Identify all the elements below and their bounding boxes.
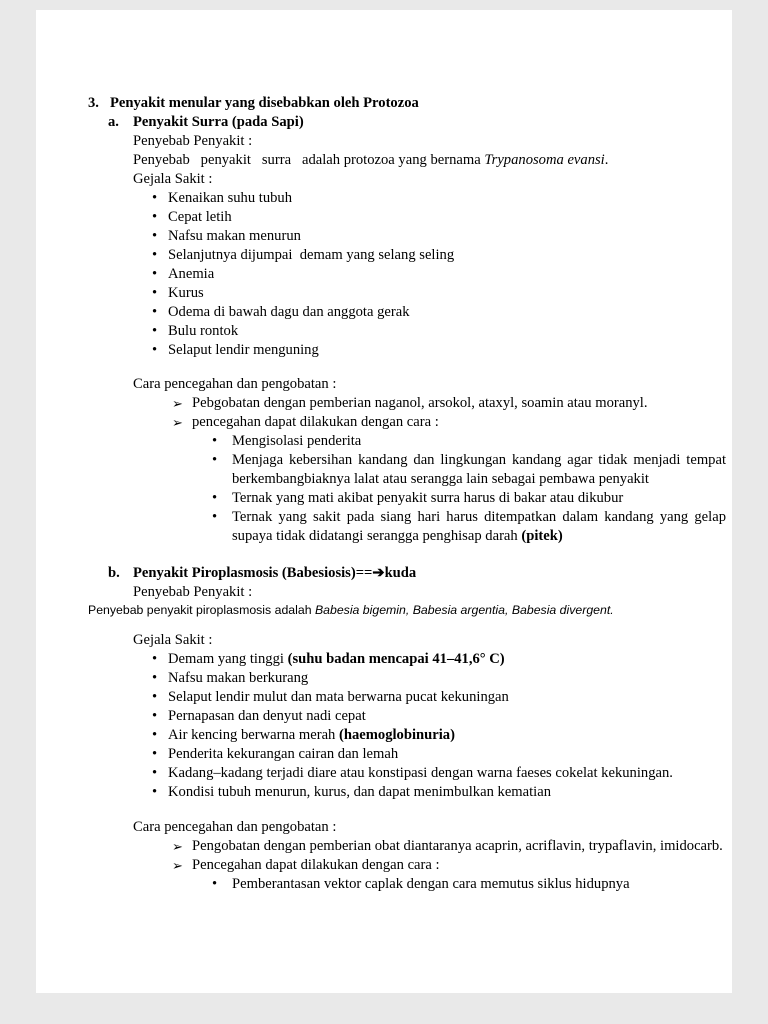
list-item-text xyxy=(168,707,726,726)
list-item-text xyxy=(168,189,726,208)
text-run: Penyakit menular yang disebabkan oleh Protozoa xyxy=(110,95,419,111)
text-run: Odema di bawah dagu dan anggota gerak xyxy=(168,304,410,320)
bullet-icon: • xyxy=(152,746,158,762)
text-run: Menjaga kebersihan kandang dan lingkungan kandang agar tidak menjadi tempat berkembangbiaknya lalat atau serangga lain sebagai pembawa penyakit xyxy=(232,452,726,487)
bullet-icon: • xyxy=(152,323,158,339)
document-content xyxy=(36,10,732,894)
subsection-heading xyxy=(108,113,726,132)
text-run: Penyebab penyakit piroplasmosis adalah xyxy=(88,603,315,617)
spacer xyxy=(88,618,726,631)
list-item-text xyxy=(232,875,726,894)
bullet-list xyxy=(88,189,726,360)
list-item-text xyxy=(168,341,726,360)
list-item-text xyxy=(168,284,726,303)
bullet-icon: • xyxy=(152,689,158,705)
list-item-text xyxy=(232,489,726,508)
list-item xyxy=(212,489,726,508)
text-run: Anemia xyxy=(168,266,215,282)
list-item xyxy=(212,875,726,894)
bullet-icon: • xyxy=(152,727,158,743)
list-item xyxy=(152,322,726,341)
bullet-icon: • xyxy=(152,285,158,301)
text-run: Penyakit Piroplasmosis (Babesiosis)==➔kuda xyxy=(133,565,417,581)
bullet-list xyxy=(88,432,726,546)
list-item xyxy=(152,688,726,707)
text-run: Kondisi tubuh menurun, kurus, dan dapat menimbulkan kematian xyxy=(168,784,552,800)
text-run: Gejala Sakit : xyxy=(133,632,213,648)
heading-text xyxy=(133,113,304,132)
list-item xyxy=(172,394,726,413)
subsection-heading xyxy=(108,564,726,583)
text-run: Pernapasan dan denyut nadi cepat xyxy=(168,708,366,724)
text-run: Penderita kekurangan cairan dan lemah xyxy=(168,746,399,762)
text-run: Kenaikan suhu tubuh xyxy=(168,190,293,206)
heading-number: b. xyxy=(108,565,120,581)
list-item xyxy=(152,783,726,802)
list-item-text xyxy=(192,413,726,432)
bullet-icon: • xyxy=(152,342,158,358)
text-run: Ternak yang sakit pada siang hari harus ditempatkan dalam kandang yang gelap supaya tidak didatangi serangga penghisap darah xyxy=(232,509,726,544)
text-run: (pitek) xyxy=(521,528,563,544)
list-item xyxy=(152,726,726,745)
list-item xyxy=(152,764,726,783)
text-run: Cara pencegahan dan pengobatan : xyxy=(133,819,337,835)
text-run: (suhu badan mencapai 41–41,6° C) xyxy=(287,651,505,667)
bullet-icon: • xyxy=(152,765,158,781)
text-run: Nafsu makan menurun xyxy=(168,228,301,244)
list-item xyxy=(152,246,726,265)
list-item-text xyxy=(168,764,726,783)
list-item-text xyxy=(192,856,726,875)
bullet-icon: • xyxy=(152,209,158,225)
spacer xyxy=(88,802,726,818)
paragraph xyxy=(133,818,726,837)
paragraph xyxy=(133,170,726,189)
bullet-icon: • xyxy=(152,190,158,206)
list-item xyxy=(152,265,726,284)
bullet-icon: • xyxy=(212,509,218,525)
bullet-icon: • xyxy=(212,433,218,449)
text-run: Penyakit Surra (pada Sapi) xyxy=(133,114,304,130)
arrow-list xyxy=(88,837,726,875)
bullet-icon: • xyxy=(152,651,158,667)
list-item xyxy=(152,208,726,227)
paragraph xyxy=(133,631,726,650)
bullet-icon: • xyxy=(152,247,158,263)
paragraph xyxy=(133,583,726,602)
heading-text xyxy=(133,564,416,583)
list-item xyxy=(152,707,726,726)
list-item xyxy=(212,508,726,546)
text-run: Demam yang tinggi xyxy=(168,651,288,667)
text-run: Penyebab Penyakit : xyxy=(133,584,253,600)
document-page xyxy=(36,10,732,993)
list-item-text xyxy=(168,322,726,341)
text-run: Kadang–kadang terjadi diare atau konstipasi dengan warna faeses cokelat kekuningan. xyxy=(168,765,673,781)
paragraph xyxy=(88,602,726,618)
list-item-text xyxy=(168,303,726,322)
list-item-text xyxy=(168,783,726,802)
list-item xyxy=(172,413,726,432)
bullet-icon: • xyxy=(152,784,158,800)
text-run: Pengobatan dengan pemberian obat diantaranya acaprin, acriflavin, trypaflavin, imidocarb. xyxy=(192,838,723,854)
list-item-text xyxy=(168,726,726,745)
spacer xyxy=(88,360,726,375)
list-item xyxy=(172,856,726,875)
text-run: Selaput lendir menguning xyxy=(168,342,319,358)
list-item-text xyxy=(192,837,726,856)
heading-text xyxy=(110,94,419,113)
text-run: Pebgobatan dengan pemberian naganol, arsokol, ataxyl, soamin atau moranyl. xyxy=(192,395,648,411)
arrow-bullet-icon: ➢ xyxy=(172,396,183,411)
list-item xyxy=(212,432,726,451)
text-run: Gejala Sakit : xyxy=(133,171,213,187)
list-item-text xyxy=(168,265,726,284)
list-item xyxy=(152,227,726,246)
list-item xyxy=(152,669,726,688)
text-run: . xyxy=(604,152,609,168)
text-run: Air kencing berwarna merah xyxy=(168,727,339,743)
list-item xyxy=(152,284,726,303)
arrow-bullet-icon: ➢ xyxy=(172,839,183,854)
spacer xyxy=(88,546,726,564)
list-item-text xyxy=(168,246,726,265)
bullet-icon: • xyxy=(152,304,158,320)
text-run: Bulu rontok xyxy=(168,323,239,339)
text-run: Cepat letih xyxy=(168,209,232,225)
bullet-list xyxy=(88,650,726,802)
bullet-icon: • xyxy=(152,228,158,244)
bullet-icon: • xyxy=(152,670,158,686)
paragraph xyxy=(133,375,726,394)
list-item xyxy=(152,650,726,669)
arrow-list xyxy=(88,394,726,432)
list-item-text xyxy=(192,394,726,413)
list-item xyxy=(212,451,726,489)
list-item-text xyxy=(232,432,726,451)
list-item-text xyxy=(168,669,726,688)
heading-number: 3. xyxy=(88,95,99,111)
text-run: Cara pencegahan dan pengobatan : xyxy=(133,376,337,392)
text-run: Selaput lendir mulut dan mata berwarna pucat kekuningan xyxy=(168,689,509,705)
bullet-icon: • xyxy=(152,266,158,282)
text-run: Mengisolasi penderita xyxy=(232,433,362,449)
bullet-list xyxy=(88,875,726,894)
list-item-text xyxy=(168,208,726,227)
text-run: pencegahan dapat dilakukan dengan cara : xyxy=(192,414,439,430)
text-run: Penyebab Penyakit : xyxy=(133,133,253,149)
arrow-bullet-icon: ➢ xyxy=(172,415,183,430)
list-item xyxy=(152,303,726,322)
list-item-text xyxy=(168,650,726,669)
text-run: Trypanosoma evansi xyxy=(484,152,605,168)
list-item xyxy=(152,341,726,360)
arrow-bullet-icon: ➢ xyxy=(172,858,183,873)
list-item xyxy=(152,189,726,208)
bullet-icon: • xyxy=(152,708,158,724)
text-run: (haemoglobinuria) xyxy=(339,727,455,743)
text-run: Pemberantasan vektor caplak dengan cara memutus siklus hidupnya xyxy=(232,876,630,892)
list-item-text xyxy=(168,745,726,764)
text-run: Ternak yang mati akibat penyakit surra harus di bakar atau dikubur xyxy=(232,490,624,506)
list-item-text xyxy=(232,508,726,546)
heading-number: a. xyxy=(108,114,119,130)
bullet-icon: • xyxy=(212,490,218,506)
paragraph xyxy=(133,132,726,151)
bullet-icon: • xyxy=(212,876,218,892)
text-run: Kurus xyxy=(168,285,204,301)
list-item-text xyxy=(168,688,726,707)
text-run: Selanjutnya dijumpai demam yang selang seling xyxy=(168,247,455,263)
list-item-text xyxy=(168,227,726,246)
text-run: Babesia bigemin, Babesia argentia, Babesia divergent. xyxy=(314,603,614,617)
text-run: Penyebab penyakit surra adalah protozoa yang bernama xyxy=(133,152,485,168)
bullet-icon: • xyxy=(212,452,218,468)
text-run: Nafsu makan berkurang xyxy=(168,670,309,686)
paragraph xyxy=(133,151,726,170)
text-run: Pencegahan dapat dilakukan dengan cara : xyxy=(192,857,440,873)
list-item-text xyxy=(232,451,726,489)
list-item xyxy=(172,837,726,856)
list-item xyxy=(152,745,726,764)
section-heading xyxy=(88,94,726,113)
